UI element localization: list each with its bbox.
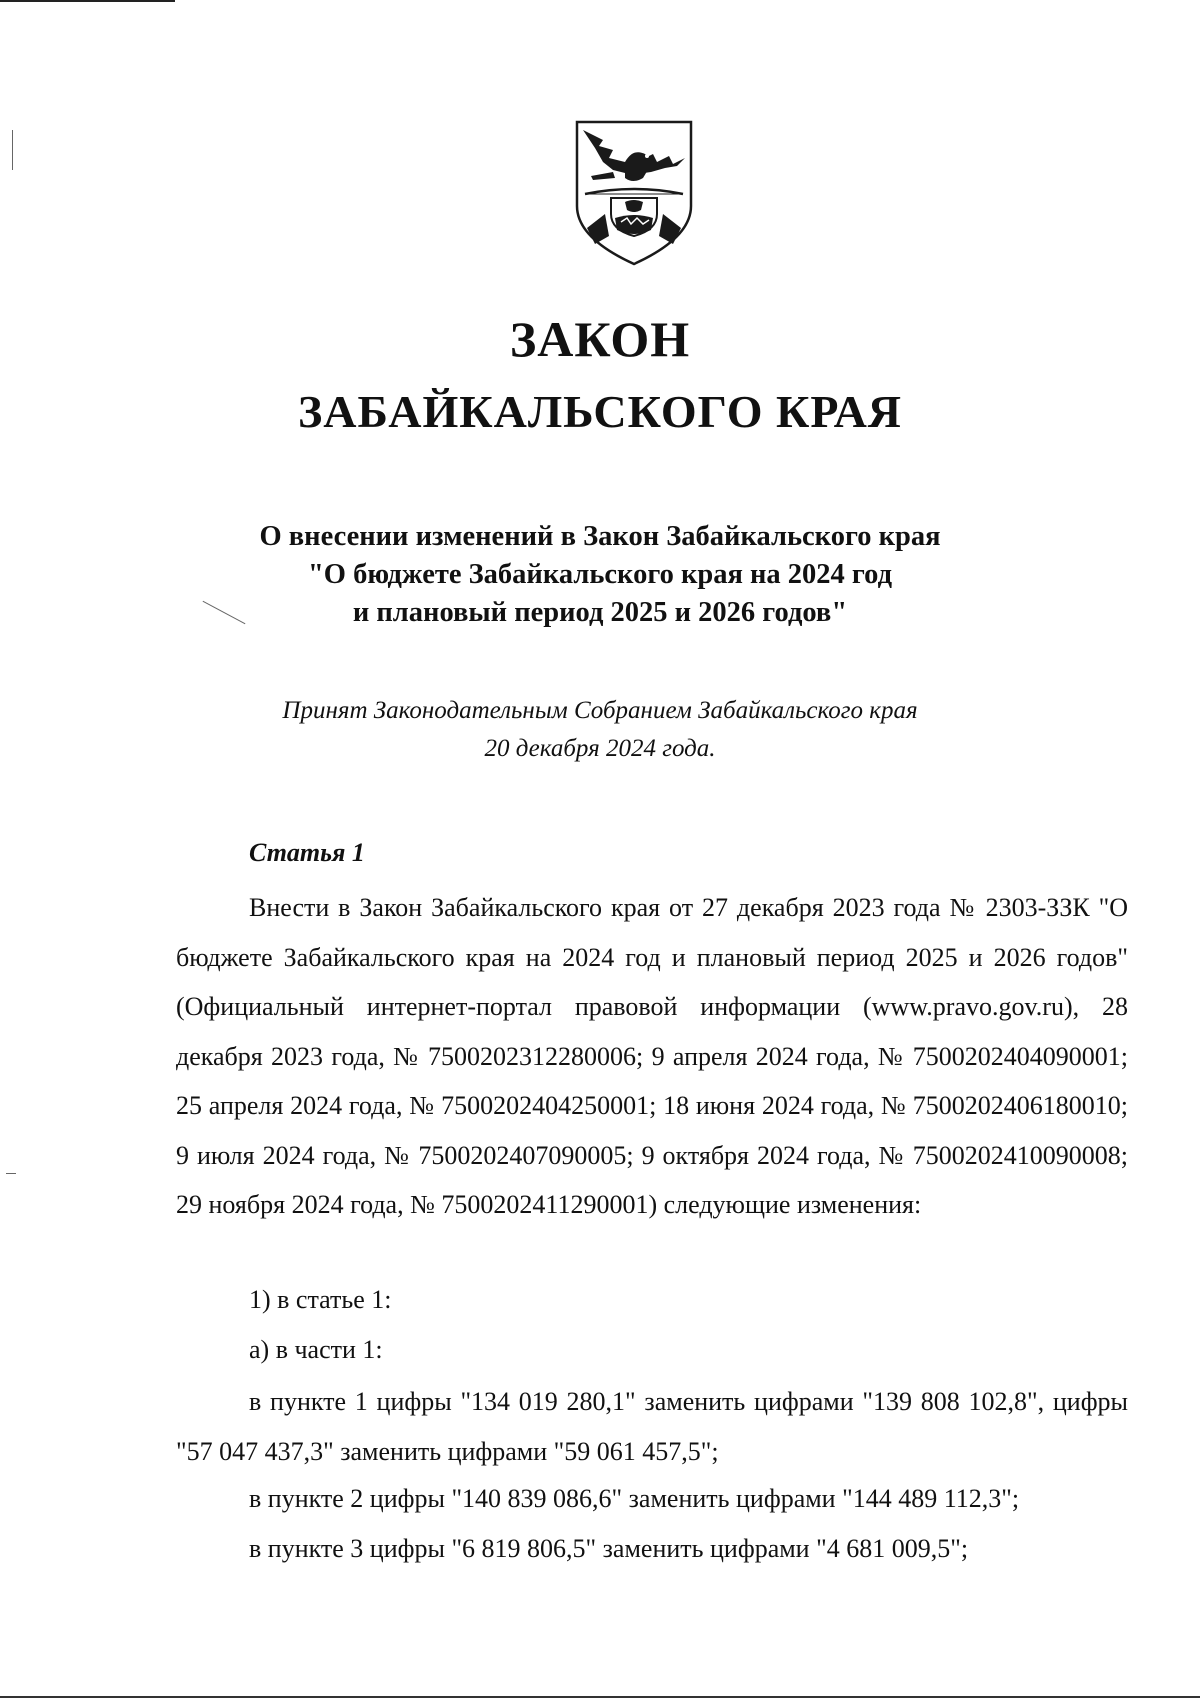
point-2: в пункте 2 цифры "140 839 086,6" заменить цифрами "144 489 112,3";	[249, 1484, 1020, 1513]
point-1-line-2: цифры "57 047 437,3" заменить цифрами "59 061 457,5";	[176, 1387, 1129, 1466]
list-item-1: 1) в статье 1:	[249, 1285, 392, 1314]
law-subtitle-line-1: О внесении изменений в Закон Забайкальского края	[259, 521, 941, 552]
law-title: ЗАКОН	[509, 311, 691, 367]
adoption-note-line-2: 20 декабря 2024 года.	[484, 735, 716, 762]
point-3: в пункте 3 цифры "6 819 806,5" заменить цифрами "4 681 009,5";	[249, 1534, 969, 1563]
article-heading: Статья 1	[249, 838, 365, 867]
article-body	[176, 883, 1128, 1230]
scan-edge-bottom	[0, 1696, 1200, 1698]
point-1-line-1: в пункте 1 цифры "134 019 280,1" заменить цифрами "139 808 102,8",	[249, 1387, 1045, 1416]
scan-mark	[6, 1173, 16, 1174]
article-paragraph: Внести в Закон Забайкальского края от 27 декабря 2023 года № 2303-ЗЗК "О бюджете Забайкальского края на 2024 год и плановый период 2025 и 2026 годов" (Официальный интернет-портал правовой информации (www.pravo.gov.ru), 28 декабря 2023 года, № 7500202312280006; 9 апреля 2024 года, № 7500202404090001; 25 апреля 2024 года, № 7500202404250001; 18 июня 2024 года, № 7500202406180010; 9 июля 2024 года, № 7500202407090005; 9 октября 2024 года, № 7500202410090008; 29 ноября 2024 года, № 7500202411290001) следующие изменения:	[176, 893, 1128, 1219]
scan-edge-top	[0, 0, 175, 2]
adoption-note-line-1: Принят Законодательным Собранием Забайкальского края	[282, 697, 918, 724]
coat-of-arms-icon	[573, 118, 695, 266]
scan-mark	[12, 130, 13, 170]
list-item-a: а) в части 1:	[249, 1335, 383, 1364]
law-subtitle-line-2: "О бюджете Забайкальского края на 2024 год	[307, 559, 893, 590]
law-region-title: ЗАБАЙКАЛЬСКОГО КРАЯ	[297, 386, 903, 437]
point-1	[176, 1377, 1128, 1476]
law-subtitle-line-3: и плановый период 2025 и 2026 годов"	[352, 597, 848, 628]
